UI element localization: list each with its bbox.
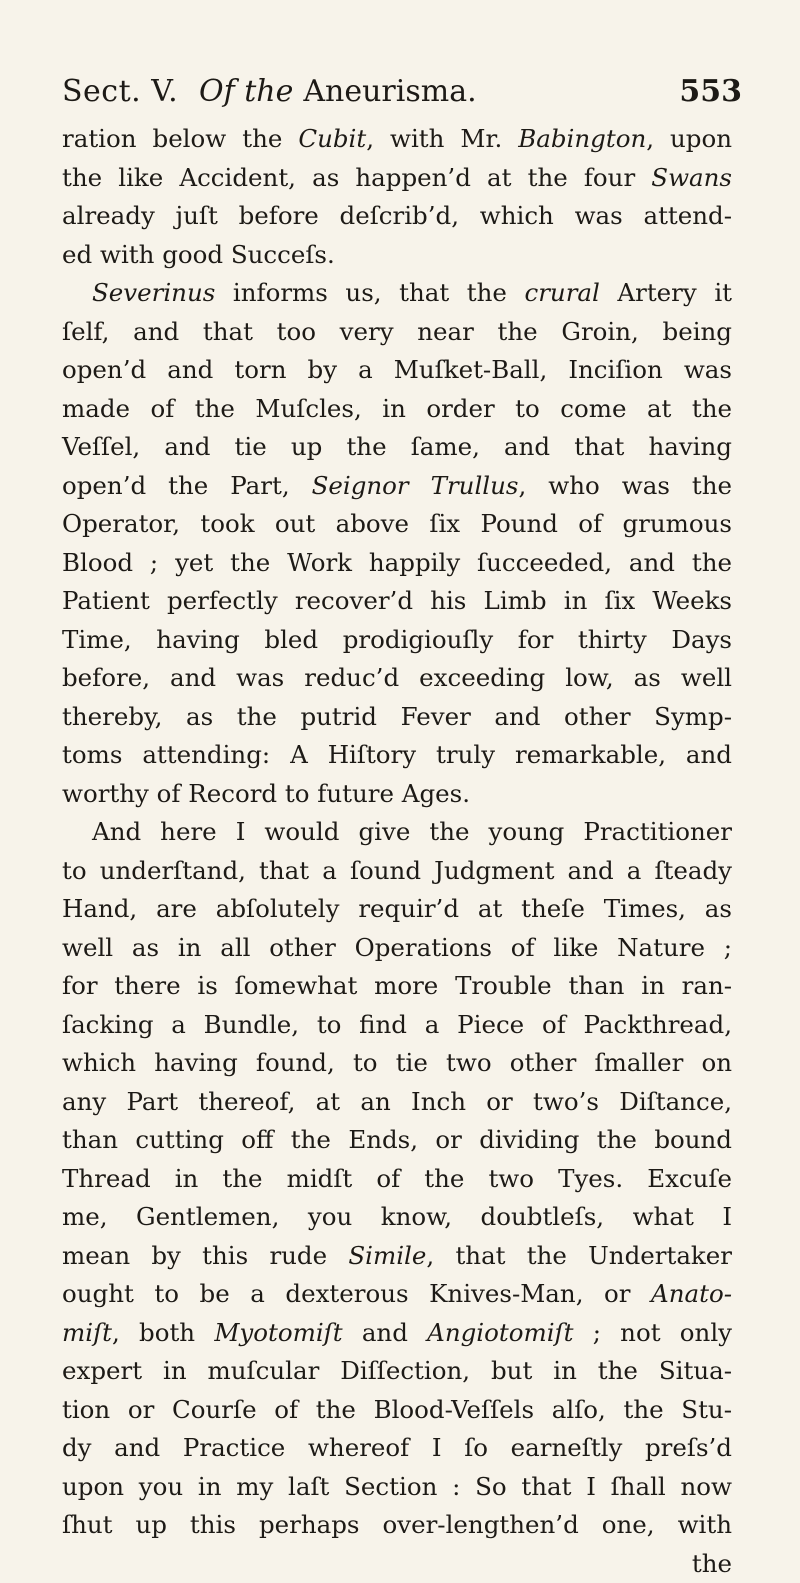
text-segment: Angiotomiſt bbox=[427, 1318, 573, 1347]
text-segment: Veſſel, and tie up the ſame, and that having bbox=[62, 432, 732, 461]
text-line bbox=[62, 659, 732, 698]
text-line bbox=[62, 621, 732, 660]
text-line bbox=[62, 1083, 732, 1122]
text-line bbox=[62, 1121, 732, 1160]
text-segment: Operator, took out above ſix Pound of grumous bbox=[62, 509, 732, 538]
text-segment: expert in muſcular Diſſection, but in the Situa- bbox=[62, 1356, 732, 1385]
text-segment: Cubit bbox=[298, 124, 366, 153]
body-text bbox=[62, 120, 732, 1583]
text-segment: Anato- bbox=[651, 1279, 732, 1308]
text-line bbox=[62, 544, 732, 583]
text-segment: , who was the bbox=[518, 471, 732, 500]
text-segment: ed with good Succeſs. bbox=[62, 240, 335, 269]
text-line bbox=[62, 967, 732, 1006]
text-segment: to underſtand, that a ſound Judgment and a ſteady bbox=[62, 856, 732, 885]
text-line bbox=[62, 1468, 732, 1507]
text-line bbox=[62, 852, 732, 891]
text-line bbox=[62, 274, 732, 313]
text-line bbox=[62, 197, 732, 236]
text-segment: Thread in the midſt of the two Tyes. Excuſe bbox=[62, 1164, 732, 1193]
text-segment: ſacking a Bundle, to find a Piece of Packthread, bbox=[62, 1010, 732, 1039]
text-segment: Seignor Trullus bbox=[312, 471, 519, 500]
text-line bbox=[62, 313, 732, 352]
text-segment: for there is ſomewhat more Trouble than in ran- bbox=[62, 971, 732, 1000]
text-segment: thereby, as the putrid Fever and other Symp- bbox=[62, 702, 732, 731]
text-line bbox=[62, 1044, 732, 1083]
text-segment: Simile bbox=[348, 1241, 426, 1270]
text-line bbox=[62, 890, 732, 929]
text-line bbox=[62, 775, 732, 814]
text-segment: , upon bbox=[646, 124, 732, 153]
text-segment: which having found, to tie two other ſmaller on bbox=[62, 1048, 732, 1077]
text-segment: And here I would give the young Practitioner bbox=[92, 817, 732, 846]
text-line bbox=[62, 351, 732, 390]
text-segment: , both bbox=[112, 1318, 214, 1347]
text-segment: than cutting off the Ends, or dividing the bound bbox=[62, 1125, 732, 1154]
text-line bbox=[62, 428, 732, 467]
text-line bbox=[62, 813, 732, 852]
text-line bbox=[62, 467, 732, 506]
text-segment: ; not only bbox=[573, 1318, 732, 1347]
text-segment: any Part thereof, at an Inch or two’s Diſtance, bbox=[62, 1087, 732, 1116]
text-segment: Time, having bled prodigiouſly for thirty Days bbox=[62, 625, 732, 654]
text-segment: and bbox=[343, 1318, 428, 1347]
text-segment: ſhut up this perhaps over-lengthen’d one, with bbox=[62, 1510, 732, 1539]
text-segment: the like Accident, as happen’d at the four bbox=[62, 163, 651, 192]
text-segment: ought to be a dexterous Knives-Man, or bbox=[62, 1279, 651, 1308]
text-segment: Patient perfectly recover’d his Limb in ſix Weeks bbox=[62, 586, 732, 615]
text-line bbox=[62, 1429, 732, 1468]
text-segment: Babington bbox=[518, 124, 646, 153]
text-segment: made of the Muſcles, in order to come at the bbox=[62, 394, 732, 423]
text-segment: worthy of Record to future Ages. bbox=[62, 779, 470, 808]
text-segment: crural bbox=[524, 278, 599, 307]
text-segment: Artery it bbox=[600, 278, 732, 307]
text-line bbox=[62, 1198, 732, 1237]
text-line bbox=[62, 159, 732, 198]
text-line bbox=[62, 698, 732, 737]
page-number: 553 bbox=[679, 74, 742, 109]
text-segment: before, and was reduc’d exceeding low, as well bbox=[62, 663, 732, 692]
text-line bbox=[62, 505, 732, 544]
text-segment: the bbox=[692, 1549, 732, 1578]
section-label: Sect. V. bbox=[62, 74, 178, 109]
text-segment: ration below the bbox=[62, 124, 298, 153]
text-segment: dy and Practice whereof I ſo earneſtly preſs’d bbox=[62, 1433, 732, 1462]
text-line bbox=[62, 1160, 732, 1199]
running-title-prefix: Of the bbox=[199, 74, 293, 109]
text-line bbox=[62, 1506, 732, 1545]
text-segment: , with Mr. bbox=[366, 124, 518, 153]
text-line bbox=[62, 1314, 732, 1353]
text-line bbox=[62, 1391, 732, 1430]
text-segment: me, Gentlemen, you know, doubtleſs, what I bbox=[62, 1202, 732, 1231]
text-line bbox=[62, 1545, 732, 1583]
text-segment: Swans bbox=[651, 163, 732, 192]
text-line bbox=[62, 236, 732, 275]
text-line bbox=[62, 120, 732, 159]
text-line bbox=[62, 1352, 732, 1391]
text-segment: informs us, that the bbox=[215, 278, 524, 307]
text-segment: mean by this rude bbox=[62, 1241, 348, 1270]
text-segment: , that the Undertaker bbox=[426, 1241, 732, 1270]
running-header bbox=[62, 74, 742, 114]
text-segment: Hand, are abſolutely requir’d at theſe Times, as bbox=[62, 894, 732, 923]
running-title bbox=[199, 74, 477, 109]
text-segment: open’d and torn by a Muſket-Ball, Inciſion was bbox=[62, 355, 732, 384]
text-line bbox=[62, 736, 732, 775]
text-segment: Myotomiſt bbox=[214, 1318, 342, 1347]
text-segment: Blood ; yet the Work happily ſucceeded, and the bbox=[62, 548, 732, 577]
text-segment: miſt bbox=[62, 1318, 112, 1347]
text-segment: tion or Courſe of the Blood-Veſſels alſo, the Stu- bbox=[62, 1395, 732, 1424]
text-segment: well as in all other Operations of like Nature ; bbox=[62, 933, 732, 962]
text-segment: Severinus bbox=[92, 278, 215, 307]
running-title-subject: Aneurisma. bbox=[303, 74, 476, 109]
text-line bbox=[62, 1275, 732, 1314]
text-segment: already juſt before deſcrib’d, which was attend- bbox=[62, 201, 732, 230]
text-segment: open’d the Part, bbox=[62, 471, 312, 500]
text-line bbox=[62, 1237, 732, 1276]
text-segment: toms attending: A Hiſtory truly remarkable, and bbox=[62, 740, 732, 769]
text-line bbox=[62, 582, 732, 621]
text-line bbox=[62, 929, 732, 968]
text-segment: upon you in my laſt Section : So that I ſhall now bbox=[62, 1472, 732, 1501]
text-line bbox=[62, 1006, 732, 1045]
text-line bbox=[62, 390, 732, 429]
text-segment: ſelf, and that too very near the Groin, being bbox=[62, 317, 732, 346]
